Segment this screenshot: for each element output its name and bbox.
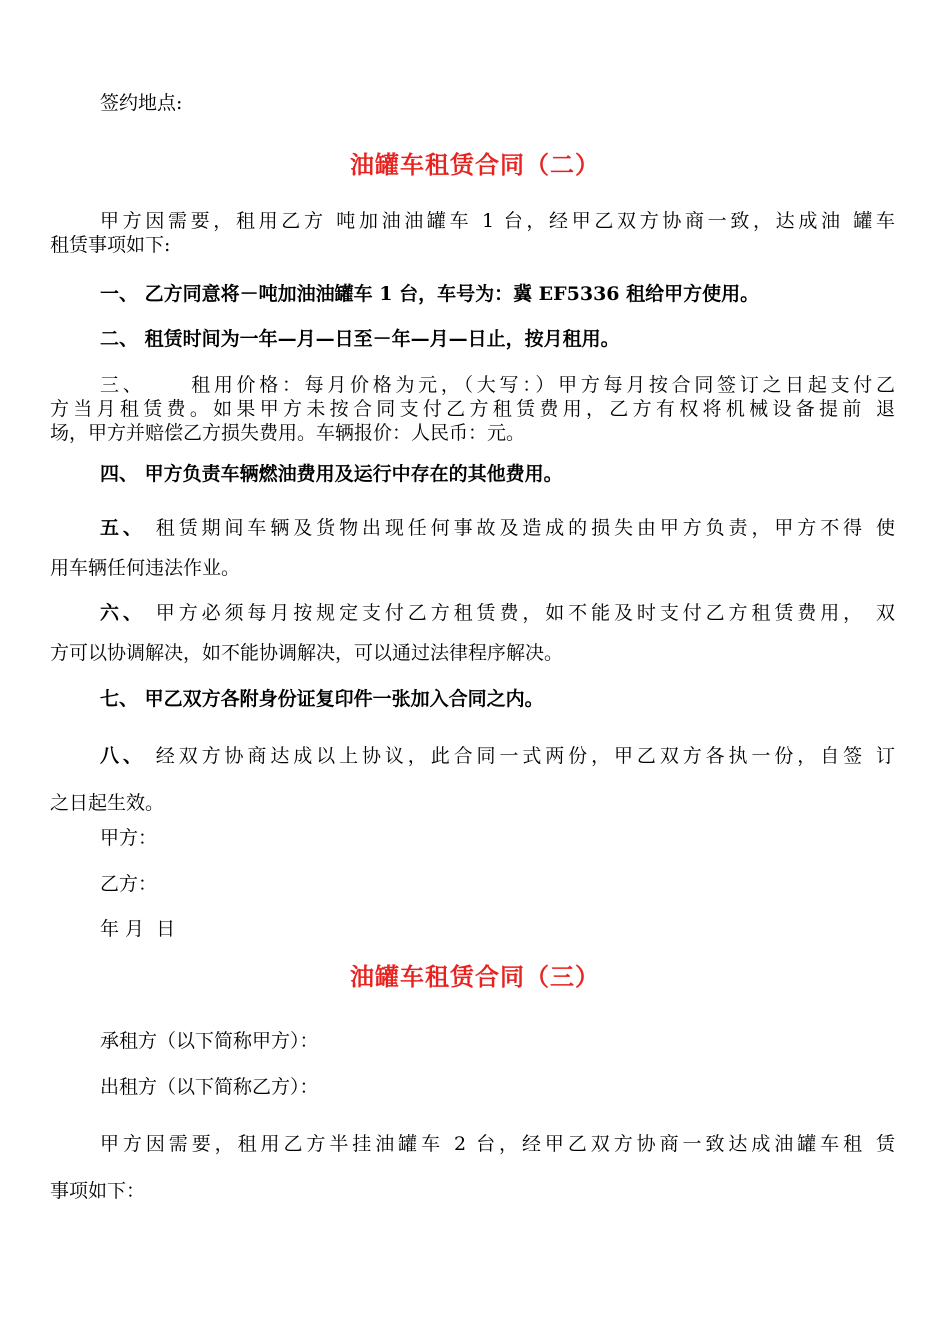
lessee-line: 承租方（以下简称甲方）： xyxy=(100,1030,319,1052)
clause-3-line-3: 场，甲方并赔偿乙方损失费用。车辆报价：人民币：元。 xyxy=(50,422,526,444)
contract-3-intro xyxy=(50,1121,895,1215)
clause-3-line-2: 方当月租赁费。如果甲方未按合同支付乙方租赁费用，乙方有权将机械设备提前 退 xyxy=(50,398,895,420)
sign-place: 签约地点: xyxy=(100,92,183,114)
clause-3-number: 三、 xyxy=(100,374,146,396)
clause-5 xyxy=(50,508,895,588)
clause-8-line-2: 之日起生效。 xyxy=(50,792,165,814)
contract-2-intro xyxy=(50,209,895,257)
clause-6 xyxy=(50,593,895,673)
clause-6-number: 六、 xyxy=(100,602,146,624)
clause-8 xyxy=(50,733,895,827)
contract-3-title: 油罐车租赁合同（三） xyxy=(350,962,600,991)
clause-5-line-1: 租赁期间车辆及货物出现任何事故及造成的损失由甲方负责，甲方不得 使 xyxy=(155,517,895,539)
party-a-signature: 甲方： xyxy=(100,827,158,849)
contract-2-intro-line-1: 甲方因需要，租用乙方 吨加油油罐车 1 台，经甲乙双方协商一致，达成油 罐车 xyxy=(100,210,895,232)
contract-3-intro-line-2: 事项如下： xyxy=(50,1180,146,1202)
clause-7: 七、 甲乙双方各附身份证复印件一张加入合同之内。 xyxy=(100,688,544,710)
clause-4: 四、 甲方负责车辆燃油费用及运行中存在的其他费用。 xyxy=(100,463,563,485)
clause-8-line-1: 经双方协商达成以上协议，此合同一式两份，甲乙双方各执一份，自签 订 xyxy=(155,745,895,767)
clause-5-number: 五、 xyxy=(100,517,146,539)
contract-2-intro-line-2: 租赁事项如下: xyxy=(50,234,171,256)
clause-2: 二、 租赁时间为一年—月—日至－年—月—日止，按月租用。 xyxy=(100,328,620,350)
clause-1: 一、 乙方同意将－吨加油油罐车 1 台，车号为：冀 EF5336 租给甲方使用。 xyxy=(100,283,760,305)
contract-3-intro-line-1: 甲方因需要，租用乙方半挂油罐车 2 台，经甲乙双方协商一致达成油罐车租 赁 xyxy=(100,1133,895,1155)
clause-3-line-1: 租用价格：每月价格为元，（大写：）甲方每月按合同签订之日起支付乙 xyxy=(187,374,895,396)
clause-5-line-2: 用车辆任何违法作业。 xyxy=(50,557,241,579)
clause-8-number: 八、 xyxy=(100,745,146,767)
lessor-line: 出租方（以下简称乙方）： xyxy=(100,1076,319,1098)
clause-3 xyxy=(50,373,895,445)
signing-date: 年 月 日 xyxy=(100,918,176,940)
clause-6-line-2: 方可以协调解决，如不能协调解决，可以通过法律程序解决。 xyxy=(50,642,564,664)
party-b-signature: 乙方： xyxy=(100,873,158,895)
clause-6-line-1: 甲方必须每月按规定支付乙方租赁费，如不能及时支付乙方租赁费用， 双 xyxy=(155,602,895,624)
contract-2-title: 油罐车租赁合同（二） xyxy=(350,150,600,179)
